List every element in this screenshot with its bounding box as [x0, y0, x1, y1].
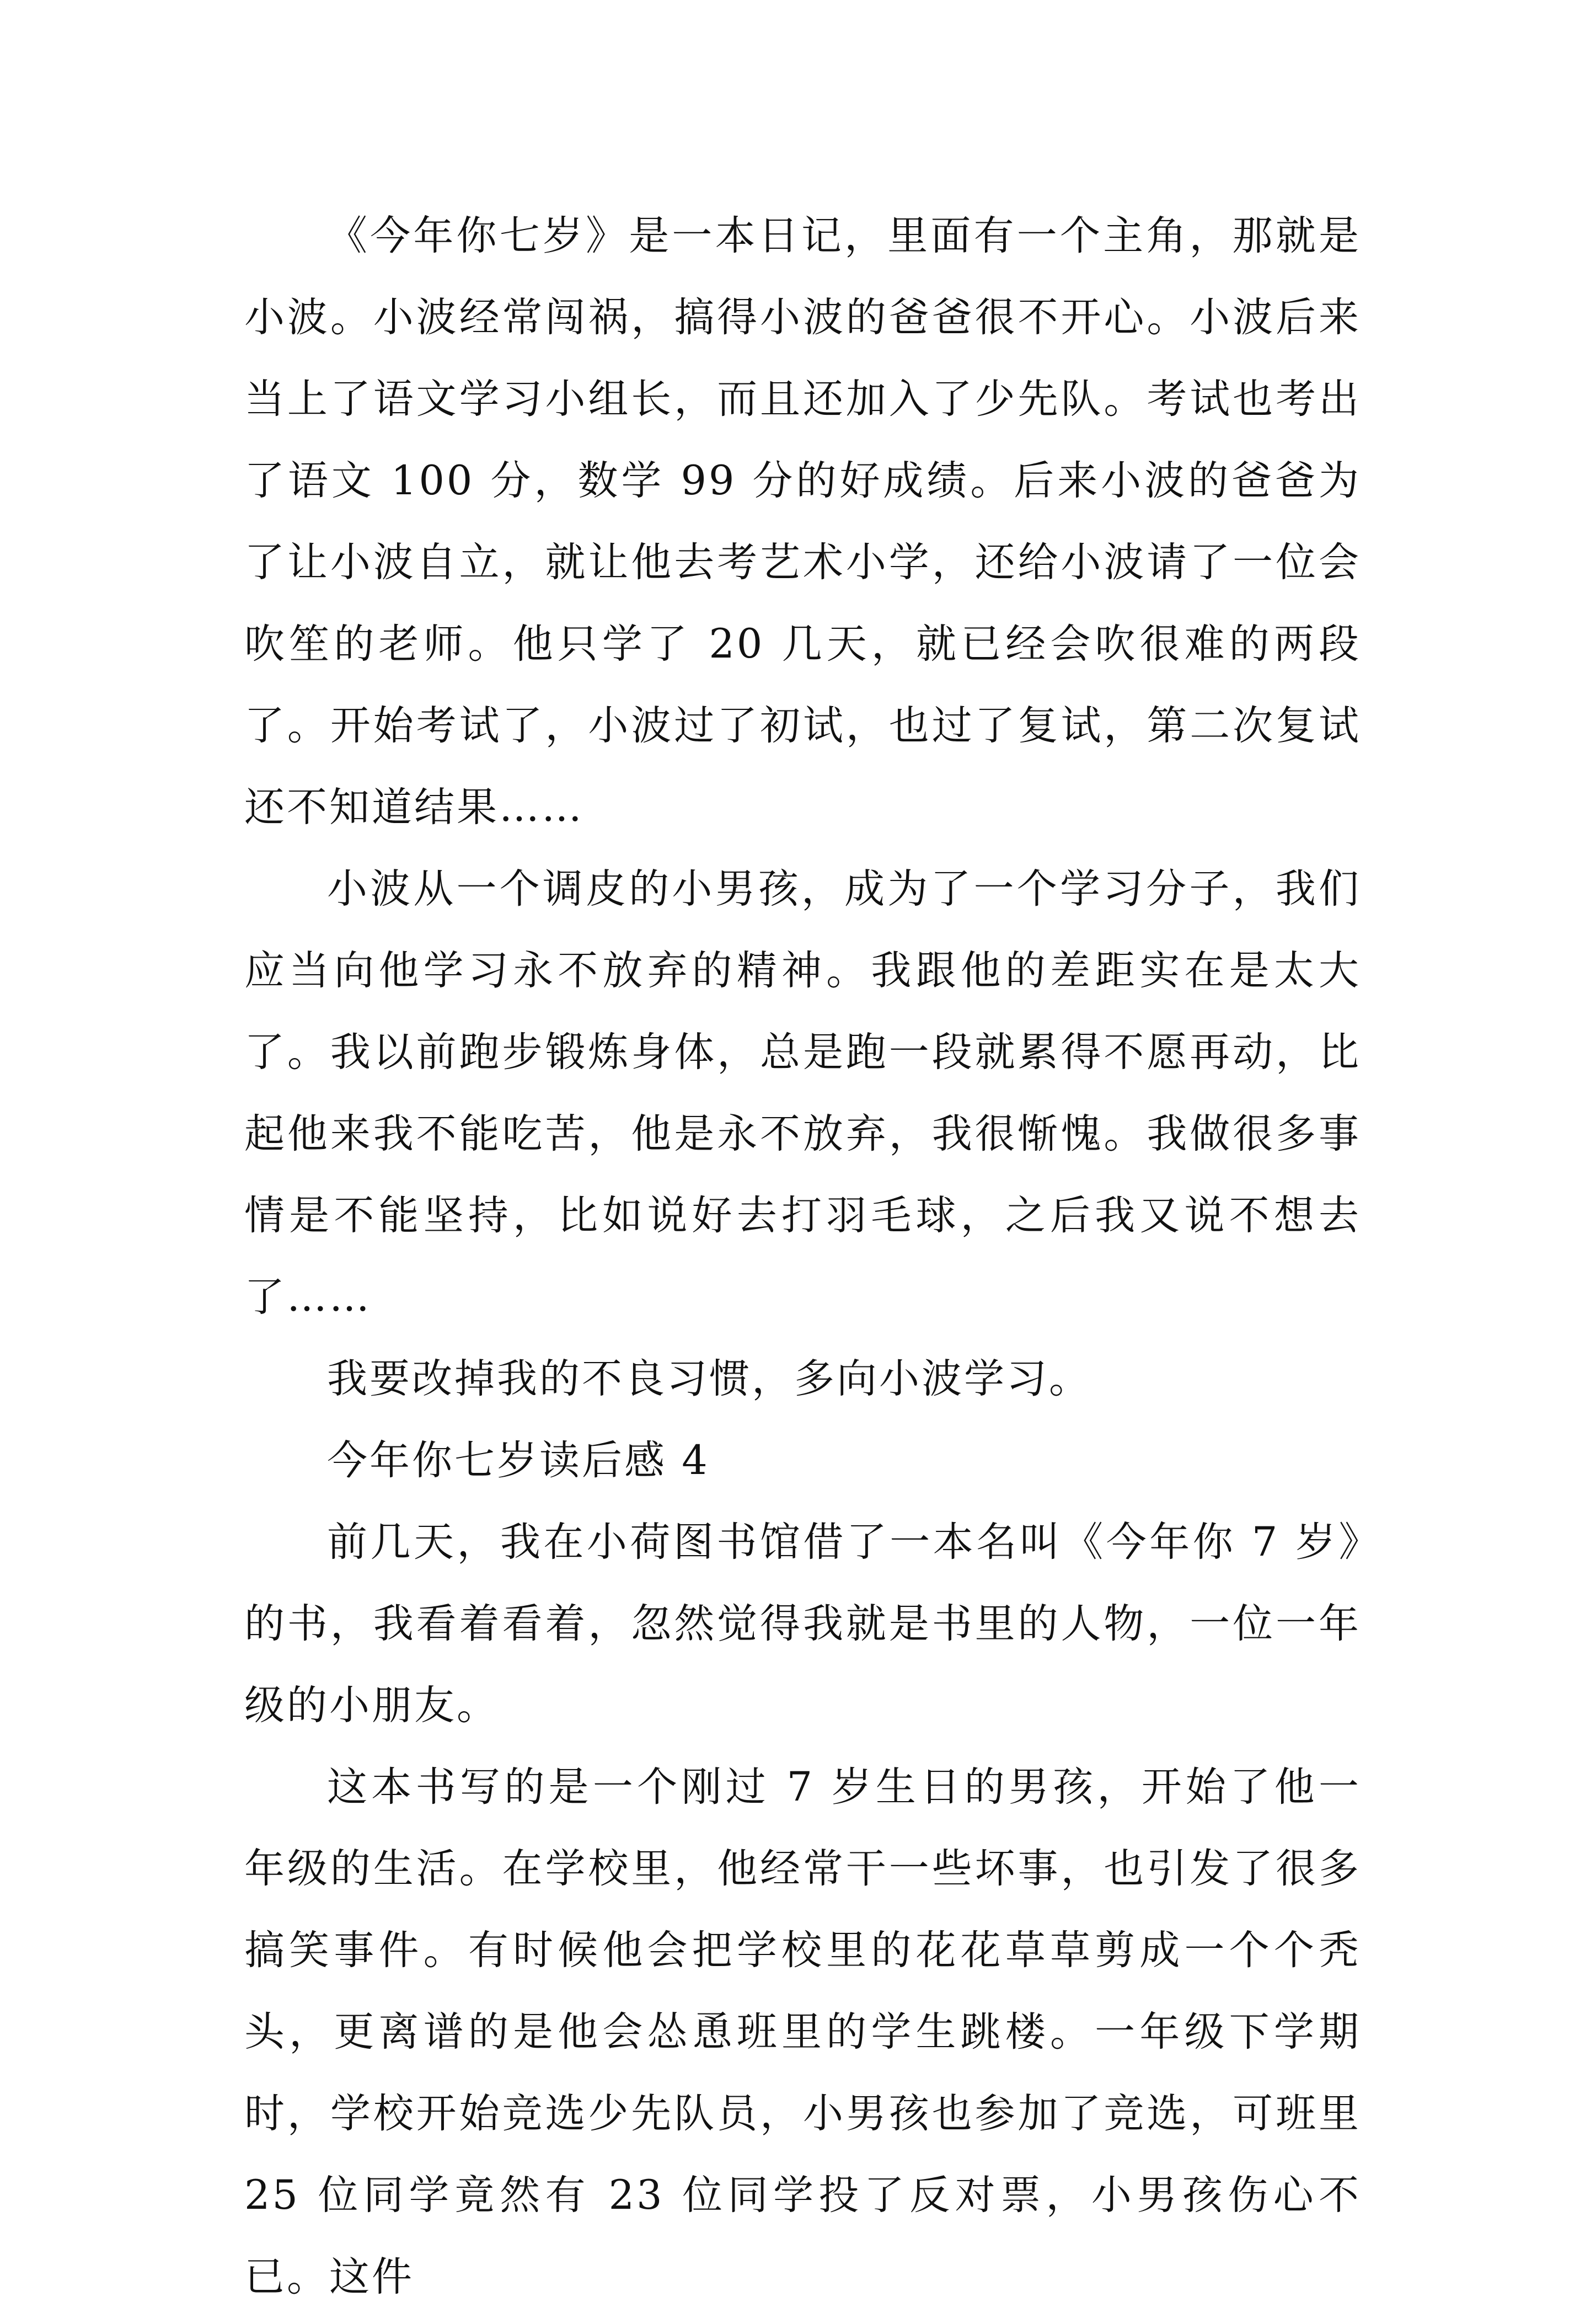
paragraph-book-content: 这本书写的是一个刚过 7 岁生日的男孩，开始了他一年级的生活。在学校里，他经常干一些坏事，也引发了很多搞笑事件。有时候他会把学校里的花花草草剪成一个个秃头，更离谱的是他会怂恿班里的学生跳楼。一年级下学期时，学校开始竞选少先队员，小男孩也参加了竞选，可班里 25 位同学竟然有 23 位同学投了反对票，小男孩伤心不已。这件: [244, 1764, 1361, 2300]
document-body: [244, 195, 1361, 2318]
paragraph-reflection: 小波从一个调皮的小男孩，成为了一个学习分子，我们应当向他学习永不放弃的精神。我跟他的差距实在是太大了。我以前跑步锻炼身体，总是跑一段就累得不愿再动，比起他来我不能吃苦，他是永不放弃，我很惭愧。我做很多事情是不能坚持，比如说好去打羽毛球，之后我又说不想去了……: [244, 866, 1361, 1321]
paragraph-diary-summary: 《今年你七岁》是一本日记，里面有一个主角，那就是小波。小波经常闯祸，搞得小波的爸爸很不开心。小波后来当上了语文学习小组长，而且还加入了少先队。考试也考出了语文 100 分，数学 99 分的好成绩。后来小波的爸爸为了让小波自立，就让他去考艺术小学，还给小波请了一位会吹笙的老师。他只学了 20 几天，就已经会吹很难的两段了。开始考试了，小波过了初试，也过了复试，第二次复试还不知道结果……: [244, 212, 1361, 831]
section-title: 今年你七岁读后感 4: [327, 1437, 710, 1484]
paragraph-resolution: 我要改掉我的不良习惯，多向小波学习。: [327, 1355, 1091, 1402]
paragraph-book-intro: 前几天，我在小荷图书馆借了一本名叫《今年你 7 岁》的书，我看着看着，忽然觉得我就是书里的人物，一位一年级的小朋友。: [244, 1519, 1361, 1729]
